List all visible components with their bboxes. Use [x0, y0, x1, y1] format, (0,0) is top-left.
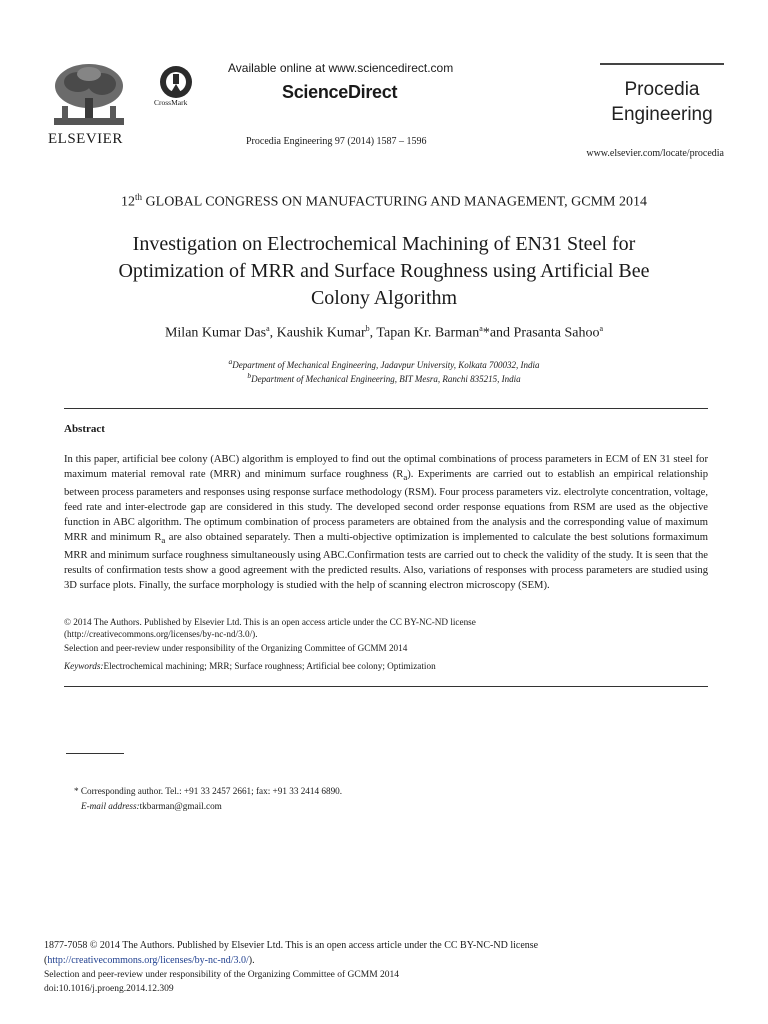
journal-title-rule	[600, 63, 724, 65]
affiliation-a-sup: a	[228, 357, 233, 366]
author-separator: *and	[482, 325, 514, 341]
paren-close: ).	[248, 955, 255, 966]
doi-link[interactable]: doi:10.1016/j.proeng.2014.12.309	[44, 984, 174, 994]
abstract-text-part: are also obtained separately. Then a multi-objective optimization is implemented to calculate the best solutions formaximum MRR and minimum surface roughness simultaneously using ABC.Confirmation tests are carried out to check the validity of the study. It is seen that the results of confirmation tests show a good agreement with the predicted results. Also, variations of responses with process parameters are studied using 3D surface plots. Finally, the surface morphology is studied with the help of scanning electron microscopy (SEM).	[64, 532, 708, 592]
subscript: a	[161, 535, 166, 546]
email-address	[81, 801, 222, 811]
journal-title-line-2: Engineering	[611, 104, 713, 125]
congress-ordinal-suffix: th	[135, 192, 143, 202]
author-name: Kaushik Kumar	[276, 325, 366, 341]
author-name: Tapan Kr. Barman	[376, 325, 480, 341]
elsevier-wordmark: ELSEVIER	[48, 131, 123, 147]
paren-open: (	[44, 955, 48, 966]
author-affiliation-sup: b	[365, 324, 370, 333]
sciencedirect-logo: ScienceDirect	[282, 82, 398, 102]
license-link[interactable]: http://creativecommons.org/licenses/by-nc-nd/3.0/	[47, 955, 249, 966]
affiliation-b	[0, 371, 768, 384]
journal-title	[600, 77, 724, 127]
keywords-label: Keywords:	[64, 661, 104, 671]
footer-license-url	[44, 955, 255, 966]
abstract-bottom-rule	[64, 686, 708, 687]
abstract-heading: Abstract	[64, 423, 105, 435]
author-affiliation-sup: a	[266, 324, 270, 333]
author-affiliation-sup: a	[479, 324, 483, 333]
issn-license-line: 1877-7058 © 2014 The Authors. Published by Elsevier Ltd. This is an open access article under the CC BY-NC-ND license	[44, 940, 539, 951]
author-name: Milan Kumar Das	[164, 325, 267, 341]
affiliation-b-text: Department of Mechanical Engineering, BIT Mesra, Ranchi 835215, India	[251, 374, 521, 384]
abstract-body	[64, 452, 708, 593]
crossmark-label: CrossMark	[154, 98, 188, 107]
corresponding-author-note: * Corresponding author. Tel.: +91 33 2457 2661; fax: +91 33 2414 6890.	[74, 786, 343, 796]
copyright-line-1: © 2014 The Authors. Published by Elsevier Ltd. This is an open access article under the CC BY-NC-ND license	[64, 617, 476, 627]
affiliation-a-text: Department of Mechanical Engineering, Jadavpur University, Kolkata 700032, India	[232, 360, 540, 370]
abstract-text-part: ). Experiments are carried out to establish an empirical relationship between process parameters and responses using response surface methodology (RSM). Four process parameters viz. electrolyte concentration, voltage, feed rate and inter-electrode gap are considered in this study. The developed second order response equations from RSM are used as the objective function in ABC algorithm. The optimum combination of process parameters are obtained from the analysis and the corresponding value of maximum MRR and minimum R	[64, 469, 708, 544]
copyright-notice	[64, 616, 708, 640]
peer-review-note: Selection and peer-review under responsibility of the Organizing Committee of GCMM 2014	[64, 643, 408, 653]
paper-title-line-2: Optimization of MRR and Surface Roughness using Artificial Bee	[118, 260, 650, 282]
congress-name	[0, 192, 768, 211]
footnote-rule	[66, 753, 124, 754]
abstract-text-part: In this paper, artificial bee colony (ABC) algorithm is employed to find out the optimal combinations of process parameters in ECM of EN 31 steel for maximum material removal rate (MRR) and minimum surface roughness (R	[64, 454, 708, 480]
author-list	[0, 324, 768, 342]
paper-title-line-1: Investigation on Electrochemical Machining of EN31 Steel for	[132, 233, 636, 255]
available-online-text: Available online at www.sciencedirect.com	[228, 61, 454, 75]
keywords	[64, 660, 436, 672]
congress-title: GLOBAL CONGRESS ON MANUFACTURING AND MANAGEMENT, GCMM 2014	[142, 194, 647, 210]
paper-title	[50, 231, 718, 312]
affiliation-b-sup: b	[247, 371, 252, 380]
abstract-top-rule	[64, 408, 708, 409]
keywords-text: Electrochemical machining; MRR; Surface roughness; Artificial bee colony; Optimization	[103, 661, 436, 671]
elsevier-tree-logo	[48, 62, 130, 128]
congress-ordinal: 12	[121, 194, 136, 210]
author-affiliation-sup: a	[599, 324, 604, 333]
journal-citation: Procedia Engineering 97 (2014) 1587 – 1596	[246, 136, 427, 147]
copyright-license-link[interactable]: (http://creativecommons.org/licenses/by-nc-nd/3.0/).	[64, 629, 258, 639]
author-separator: ,	[269, 325, 277, 341]
footer-peer-review-note: Selection and peer-review under responsibility of the Organizing Committee of GCMM 2014	[44, 970, 400, 980]
paper-title-line-3: Colony Algorithm	[310, 287, 458, 309]
email-link[interactable]: tkbarman@gmail.com	[139, 801, 222, 811]
author-separator: ,	[369, 325, 377, 341]
subscript: a	[403, 472, 408, 483]
journal-title-line-1: Procedia	[624, 79, 700, 100]
email-label: E-mail address:	[81, 801, 140, 811]
author-name: Prasanta Sahoo	[513, 325, 600, 341]
affiliation-a	[0, 357, 768, 370]
journal-url-link[interactable]: www.elsevier.com/locate/procedia	[586, 148, 724, 159]
